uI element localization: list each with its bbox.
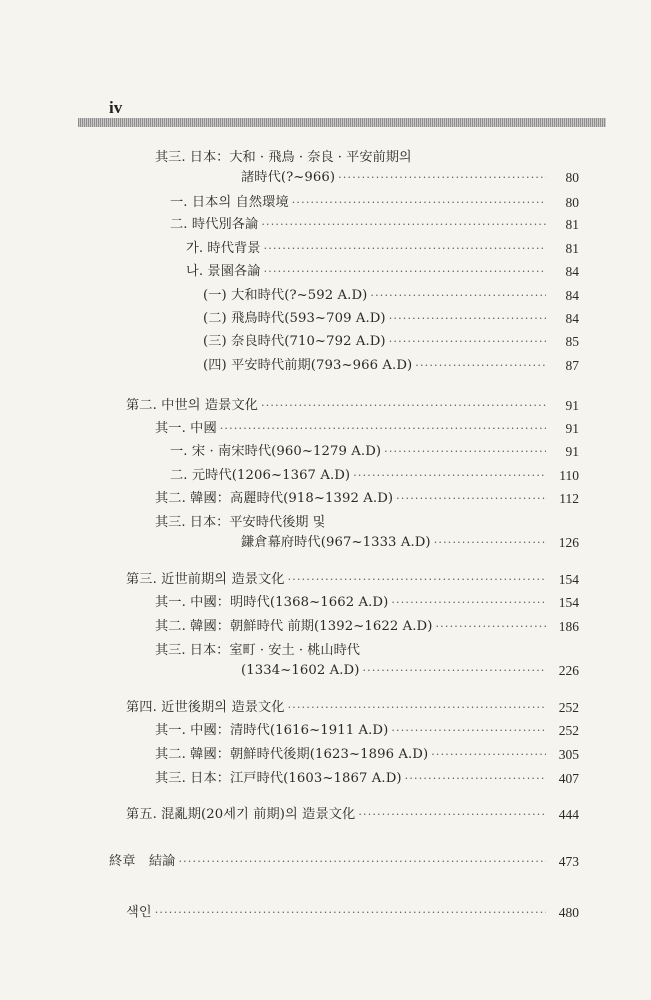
- toc-entry-text: (一) 大和時代(?~592 A.D): [203, 288, 368, 303]
- leader-dots: [353, 465, 546, 487]
- toc-entry-line: [155, 512, 325, 534]
- toc-entry-text: (四) 平安時代前期(793~966 A.D): [203, 358, 413, 373]
- toc-page-number: 85: [565, 334, 579, 349]
- leader-dots: [370, 285, 546, 307]
- leader-dots: [288, 569, 546, 591]
- toc-entry-text: 終章 結論: [109, 854, 176, 869]
- toc-page-number: 112: [559, 491, 579, 506]
- toc-entry[interactable]: [170, 214, 579, 236]
- toc-entry-text: 其三. 日本：江戸時代(1603~1867 A.D): [155, 771, 402, 786]
- toc-page-number: 81: [565, 217, 579, 232]
- toc-entry[interactable]: [186, 261, 579, 283]
- leader-dots: [405, 768, 546, 790]
- toc-entry[interactable]: [203, 331, 579, 353]
- toc-entry[interactable]: [170, 441, 579, 463]
- toc-page-number: 305: [558, 747, 579, 762]
- toc-page-number: 91: [565, 444, 579, 459]
- toc-entry[interactable]: [170, 465, 579, 487]
- toc-entry-text: 第五. 混亂期(20세기 前期)의 造景文化: [126, 807, 356, 822]
- leader-dots: [288, 697, 546, 719]
- toc-entry[interactable]: [155, 418, 579, 440]
- toc-page-number: 87: [565, 358, 579, 373]
- toc-page-number: 444: [558, 807, 579, 822]
- leader-dots: [389, 308, 546, 330]
- toc-entry-text: 第四. 近世後期의 造景文化: [126, 700, 285, 715]
- toc-entry[interactable]: [126, 569, 579, 591]
- leader-dots: [220, 418, 546, 440]
- toc-entry-line: [155, 147, 412, 169]
- toc-page-number: 84: [565, 311, 579, 326]
- leader-dots: [391, 720, 546, 742]
- toc-page-number: 80: [565, 195, 579, 210]
- toc-entry[interactable]: [155, 720, 579, 742]
- leader-dots: [155, 902, 546, 924]
- toc-entry[interactable]: [203, 285, 579, 307]
- toc-entry[interactable]: [155, 616, 579, 638]
- toc-entry[interactable]: [126, 395, 579, 417]
- leader-dots: [264, 238, 546, 260]
- toc-page-number: 473: [558, 854, 579, 869]
- toc-entry-text: 나. 景園各論: [186, 264, 261, 279]
- toc-entry-text: 其一. 中國: [155, 421, 217, 436]
- toc-entry-text: 第三. 近世前期의 造景文化: [126, 572, 285, 587]
- leader-dots: [358, 804, 546, 826]
- toc-entry[interactable]: [126, 697, 579, 719]
- toc-entry-line: [155, 640, 360, 662]
- leader-dots: [261, 214, 546, 236]
- leader-dots: [389, 331, 546, 353]
- toc-entry-text: 其一. 中國：清時代(1616~1911 A.D): [155, 723, 389, 738]
- leader-dots: [178, 851, 546, 873]
- toc-page-number: 126: [558, 535, 579, 550]
- leader-dots: [264, 261, 546, 283]
- toc-entry[interactable]: [241, 660, 579, 682]
- toc-entry[interactable]: [155, 488, 579, 510]
- toc-entry-text: 색인: [126, 905, 152, 920]
- leader-dots: [435, 616, 546, 638]
- toc-page-number: 80: [565, 170, 579, 185]
- toc-entry[interactable]: [241, 532, 579, 554]
- toc-entry-text: 一. 宋 · 南宋時代(960~1279 A.D): [170, 444, 382, 459]
- toc-entry-text: 其三. 日本：大和 · 飛鳥 · 奈良 · 平安前期의: [155, 150, 412, 165]
- toc-page-number: 84: [565, 288, 579, 303]
- toc-entry-text: (1334~1602 A.D): [241, 663, 360, 678]
- toc-page-number: 154: [558, 572, 579, 587]
- toc-entry-text: 其二. 韓國：高麗時代(918~1392 A.D): [155, 491, 394, 506]
- leader-dots: [338, 167, 546, 189]
- toc-entry[interactable]: [155, 592, 579, 614]
- toc-entry[interactable]: [203, 355, 579, 377]
- toc-page-number: 252: [558, 700, 579, 715]
- toc-page-number: 91: [565, 421, 579, 436]
- toc-entry-text: (二) 飛鳥時代(593~709 A.D): [203, 311, 386, 326]
- toc-entry[interactable]: [109, 851, 579, 873]
- toc-entry[interactable]: [241, 167, 579, 189]
- leader-dots: [431, 744, 546, 766]
- toc-entry[interactable]: [126, 902, 579, 924]
- toc-entry[interactable]: [170, 192, 579, 214]
- toc-page-number: 154: [558, 595, 579, 610]
- toc-entry-text: 第二. 中世의 造景文化: [126, 398, 259, 413]
- toc-entry-text: 其一. 中國：明時代(1368~1662 A.D): [155, 595, 389, 610]
- leader-dots: [396, 488, 546, 510]
- toc-entry-text: 其三. 日本：平安時代後期 및: [155, 515, 326, 530]
- leader-dots: [261, 395, 546, 417]
- leader-dots: [292, 192, 546, 214]
- toc-entry-text: 鎌倉幕府時代(967~1333 A.D): [241, 535, 431, 550]
- toc-entry-text: 其三. 日本：室町 · 安土 · 桃山時代: [155, 643, 360, 658]
- toc-page-number: 186: [558, 619, 579, 634]
- toc-page-number: 480: [558, 905, 579, 920]
- toc-entry-text: 二. 時代別各論: [170, 217, 259, 232]
- toc-page-number: 110: [559, 468, 579, 483]
- toc-page-number: 84: [565, 264, 579, 279]
- toc-entry-text: 二. 元時代(1206~1367 A.D): [170, 468, 351, 483]
- leader-dots: [384, 441, 546, 463]
- page-number: iv: [109, 98, 123, 117]
- leader-dots: [415, 355, 546, 377]
- toc-entry-text: 가. 時代背景: [186, 241, 261, 256]
- toc-entry-text: (三) 奈良時代(710~792 A.D): [203, 334, 386, 349]
- toc-page-number: 91: [565, 398, 579, 413]
- toc-page-number: 81: [565, 241, 579, 256]
- toc-entry[interactable]: [126, 804, 579, 826]
- toc-entry[interactable]: [186, 238, 579, 260]
- toc-entry-text: 諸時代(?~966): [241, 170, 336, 185]
- leader-dots: [362, 660, 546, 682]
- toc-page-number: 407: [558, 771, 579, 786]
- toc-entry-text: 一. 日本의 自然環境: [170, 195, 289, 210]
- toc-entry[interactable]: [155, 768, 579, 790]
- toc-page-number: 252: [558, 723, 579, 738]
- toc-page-number: 226: [558, 663, 579, 678]
- toc-entry[interactable]: [203, 308, 579, 330]
- leader-dots: [391, 592, 546, 614]
- toc-entry-text: 其二. 韓國：朝鮮時代 前期(1392~1622 A.D): [155, 619, 433, 634]
- toc-entry[interactable]: [155, 744, 579, 766]
- toc-entry-text: 其二. 韓國：朝鮮時代後期(1623~1896 A.D): [155, 747, 429, 762]
- leader-dots: [434, 532, 546, 554]
